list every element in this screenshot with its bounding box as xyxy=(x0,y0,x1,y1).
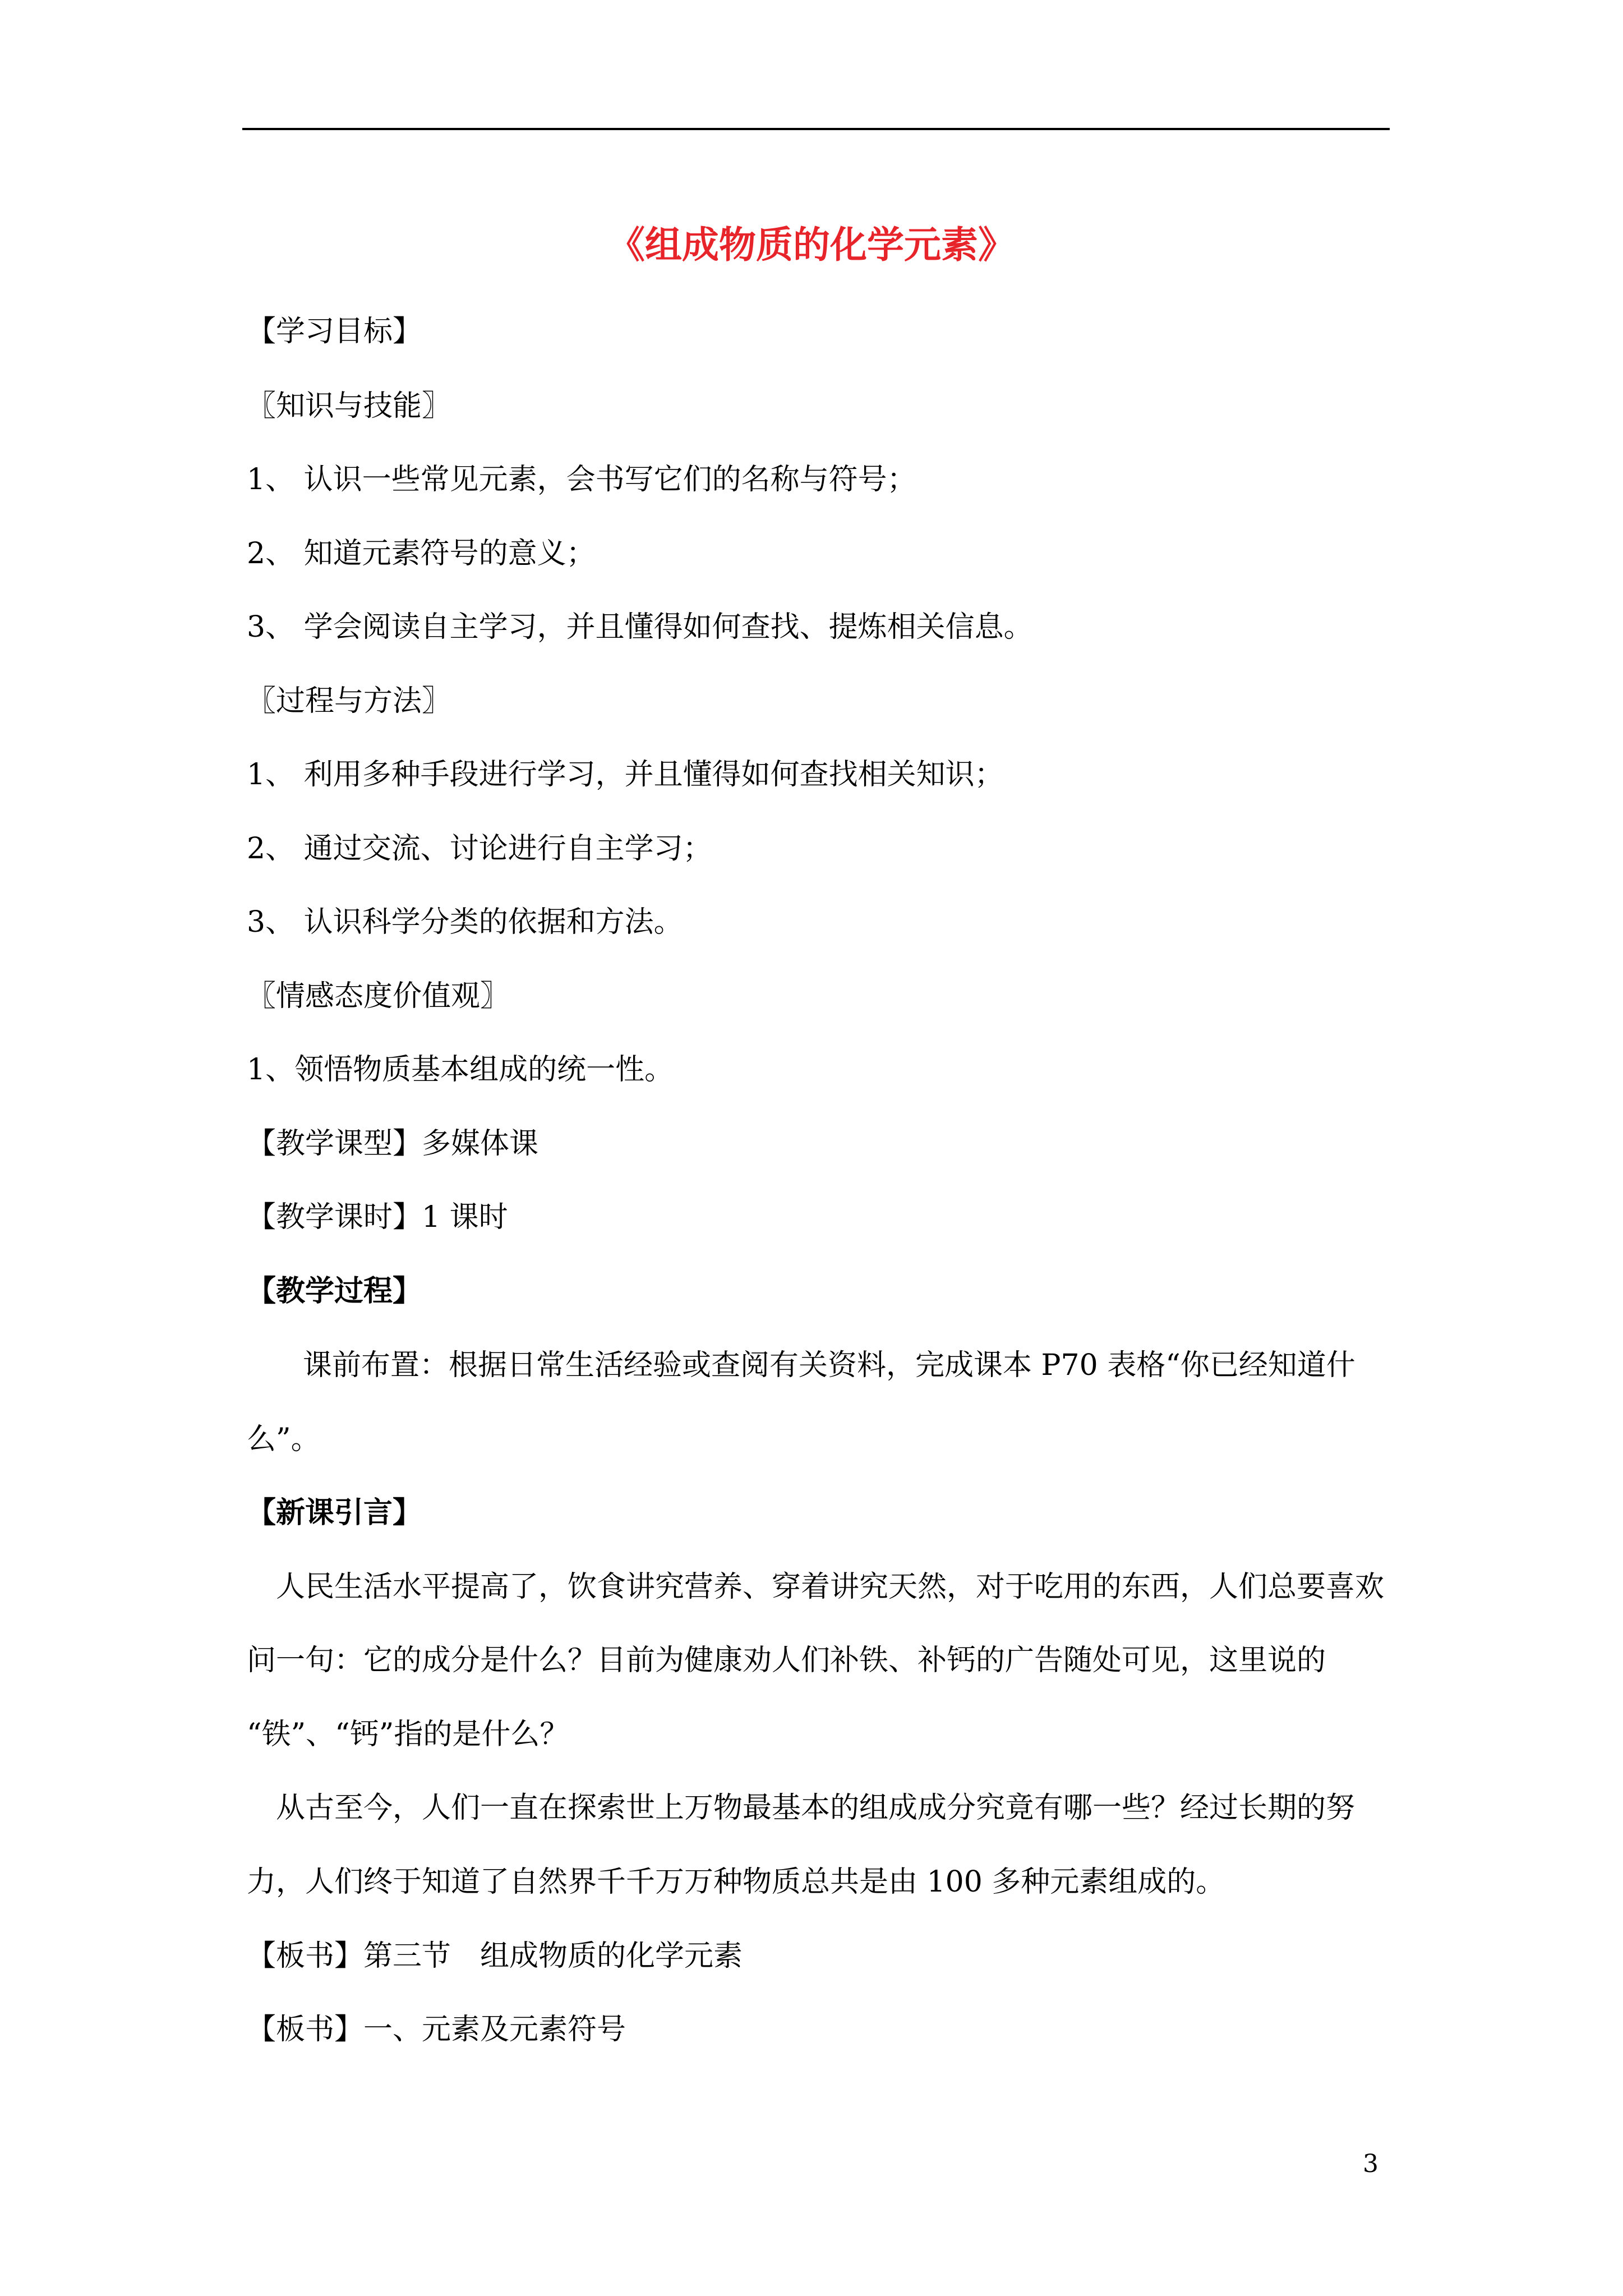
subheading-process-methods: 〖过程与方法〗 xyxy=(247,684,451,718)
lesson-type: 【教学课型】多媒体课 xyxy=(247,1127,539,1161)
board-note: 【板书】第三节 组成物质的化学元素 xyxy=(247,1939,743,1973)
paragraph-line: 力，人们终于知道了自然界千千万万种物质总共是由 100 多种元素组成的。 xyxy=(247,1865,1225,1899)
paragraph-line: “铁”、“钙”指的是什么？ xyxy=(247,1718,569,1751)
list-item: 1、领悟物质基本组成的统一性。 xyxy=(247,1053,674,1087)
board-note: 【板书】一、元素及元素符号 xyxy=(247,2013,626,2046)
paragraph-line: 人民生活水平提高了，饮食讲究营养、穿着讲究天然，对于吃用的东西，人们总要喜欢 xyxy=(276,1570,1385,1604)
paragraph-line: 课前布置：根据日常生活经验或查阅有关资料，完成课本 P70 表格“你已经知道什 xyxy=(303,1349,1355,1382)
header-rule xyxy=(242,128,1390,130)
list-item: 3、 学会阅读自主学习，并且懂得如何查找、提炼相关信息。 xyxy=(247,610,1033,644)
section-heading-learning-goals: 【学习目标】 xyxy=(247,315,422,348)
section-heading-teaching-process: 【教学过程】 xyxy=(247,1274,422,1308)
list-item: 2、 知道元素符号的意义； xyxy=(247,537,596,570)
paragraph-line: 问一句：它的成分是什么？目前为健康劝人们补铁、补钙的广告随处可见，这里说的 xyxy=(247,1644,1326,1677)
list-item: 1、 认识一些常见元素，会书写它们的名称与符号； xyxy=(247,463,916,496)
paragraph-line: 么”。 xyxy=(247,1423,320,1456)
paragraph-line: 从古至今，人们一直在探索世上万物最基本的组成成分究竟有哪一些？经过长期的努 xyxy=(276,1791,1355,1825)
list-item: 3、 认识科学分类的依据和方法。 xyxy=(247,905,683,939)
page-number: 3 xyxy=(1363,2150,1378,2178)
section-heading-new-lesson-intro: 【新课引言】 xyxy=(247,1496,422,1530)
document-title: 《组成物质的化学元素》 xyxy=(608,223,1015,266)
lesson-duration: 【教学课时】1 课时 xyxy=(247,1200,508,1234)
subheading-attitudes-values: 〖情感态度价值观〗 xyxy=(247,979,510,1013)
subheading-knowledge-skills: 〖知识与技能〗 xyxy=(247,389,451,423)
list-item: 1、 利用多种手段进行学习，并且懂得如何查找相关知识； xyxy=(247,758,1004,792)
list-item: 2、 通过交流、讨论进行自主学习； xyxy=(247,832,712,866)
